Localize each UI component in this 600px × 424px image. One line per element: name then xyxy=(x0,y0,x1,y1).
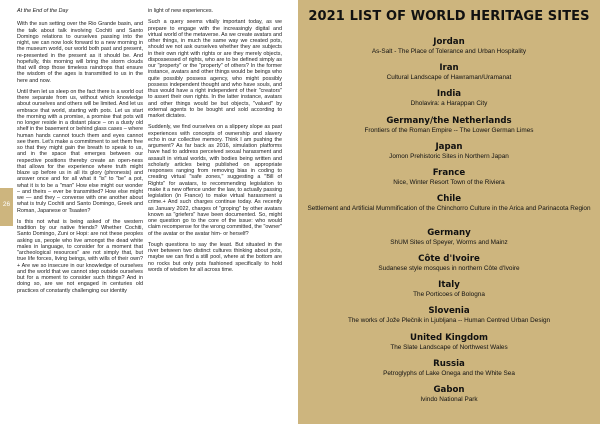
heritage-site-item xyxy=(298,359,600,385)
heritage-site-item xyxy=(298,168,600,194)
site-name: Nice, Winter Resort Town of the Riviera xyxy=(393,178,505,186)
heritage-sites-list xyxy=(298,37,600,411)
site-country: Iran xyxy=(439,63,459,74)
site-name: Jomon Prehistoric Sites in Northern Japan xyxy=(389,152,509,160)
site-name: Settlement and Artificial Mummification of the Chinchorro Culture in the Arica and Parinacota Region xyxy=(307,205,591,213)
article-paragraph: Is this not what is being asked of the western tradition by our native friends? Whether Cochiti, Santo Domingo, Zuni or Hopi: are not these peoples asking us, people who live amongst the dead white males in language, to consider for a moment that "archeological resources" are not simply that, but true life forces, living beings, with wills of their own?+ Are we so insecure in our knowledge of ourselves and the world that we cannot step outside ourselves but for a moment to consider such things? And in doing so, are we not engaged in centuries old practices of constantly challenging our identity xyxy=(17,218,143,294)
site-name: Frontiers of the Roman Empire -- The Lower German Limes xyxy=(364,126,534,134)
article-paragraph: in light of new experiences. xyxy=(148,8,214,14)
site-country: Jordan xyxy=(433,37,465,47)
site-name: ShUM Sites of Speyer, Worms and Mainz xyxy=(390,238,508,246)
heritage-list-title: 2021 LIST OF WORLD HERITAGE SITES xyxy=(308,9,590,24)
site-country: Gabon xyxy=(433,385,465,396)
article-column-left xyxy=(17,8,143,294)
heritage-site-item xyxy=(298,333,600,359)
site-name: Petroglyphs of Lake Onega and the White Sea xyxy=(383,369,515,377)
heritage-site-item xyxy=(298,385,600,411)
site-country: India xyxy=(436,89,462,100)
page-number: 26 xyxy=(2,201,11,208)
heritage-site-item xyxy=(298,280,600,306)
article-column-right xyxy=(148,8,282,273)
article-heading: At the End of the Day xyxy=(17,8,69,14)
site-country: Japan xyxy=(435,141,463,152)
heritage-site-item xyxy=(298,116,600,142)
heritage-site-item xyxy=(298,194,600,228)
site-name: The works of Jože Plečnik in Ljubljana -- Human Centred Urban Design xyxy=(347,317,551,325)
heritage-site-item xyxy=(298,37,600,63)
article-paragraph: Such a query seems vitally important today, as we prepare to engage with the increasingly digital and virtual world of the metaverse. As we create avatars and other things, in much the same way we created pots, should we not ask ourselves whether they are subjects in their own right with rights or are they merely objects, dispossessed of rights, who are to be defined simply as our "property" or the "property" of others? In the former instance, avatars and other things would be beings who quite possibly possess agency, who might possibly possess independent thought and who have souls, and thus would have a right independent of their "creators" to assert their own rights. In the latter instance, avatars and other things would be but objects, "valued" by external agents to be bought and sold according to market dictates. xyxy=(148,19,282,119)
site-country: Slovenia xyxy=(428,306,470,317)
heritage-site-item xyxy=(298,306,600,332)
site-country: Germany/the Netherlands xyxy=(386,115,512,126)
article-paragraph: Tough questions to say the least. But situated in the river between two distinct cultures thinking about pots, maybe we can find a still pool, where at the bottom are no rocks but only pots fashioned specifically to hold words of wisdom for all across time. xyxy=(148,241,282,273)
site-name: Cultural Landscape of Hawraman/Uramanat xyxy=(386,74,512,82)
heritage-site-item xyxy=(298,228,600,254)
site-name: As-Salt - The Place of Tolerance and Urban Hospitality xyxy=(371,48,527,55)
site-country: France xyxy=(432,167,466,178)
heritage-site-item xyxy=(298,63,600,89)
article-paragraph: Suddenly, we find ourselves on a slippery slope as past experiences with concepts of ownership and slavery echo in our collective memory. Think I am pushing the argument? As far back as 2016, simulation platforms have had to address perceived sexual harassment and assault in virtual worlds, with bodies being written and scholarly articles being published on appropriate responses ranging from removing bias in coding to creating virtual "safe zones," suggesting a "Bill of Rights" for avatars, to recommending legislation to make it a new offence under the law, to actually passing legislation (in France) to make virtual harassment a crime.+ And such charges continue today. As recently as January 2022, charges of "groping" by other avatars known as "griefers" have been documented. So, might one question go to the core of the issue: who would claim recompense for the wrong committed, the "owner" of the avatar or the avatar him- or herself? xyxy=(148,124,282,237)
heritage-sites-panel xyxy=(298,0,600,424)
site-country: Germany xyxy=(427,227,471,238)
site-name: Sudanese style mosques in northern Côte d'Ivoire xyxy=(378,265,520,273)
site-country: Russia xyxy=(433,358,465,369)
site-country: United Kingdom xyxy=(409,332,488,343)
site-country: Chile xyxy=(436,194,462,205)
article-paragraph: Until then let us sleep on the fact there is a world out there separate from us, without which knowledge about ourselves and others will be limited. And let us embrace that world, starting with pots. Let us start the morning with a promise, a promise that pots will no longer reside in a distant place – on a dusty old shelf in the basement or behind glass cases – where human hands cannot touch them and eyes cannot see them. Let's make a commitment to set them free so that they might gain the breath to speak to us, and in the space that emerges between our respective positions thereby create an open-ness that allows for the experience where truth might blaze up before us in all its glory (phronesis) and answer once and for all what it "is" to "be" a pot, what it is to be a "man" How else might our wonder – and theirs – ever be transmitted? How else might we — and they – converse with one another about what is truly Cochiti and Santo Domingo, Greek and Roman, Japanese or Tsaaten? xyxy=(17,88,143,214)
site-name: The Porticoes of Bologna xyxy=(413,291,485,299)
site-name: The Slate Landscape of Northwest Wales xyxy=(390,343,508,351)
heritage-site-item xyxy=(298,254,600,280)
article-paragraph: With the sun setting over the Rio Grande basin, and the talk about talk involving Cochiti and Santo Domingo relations to ourselves passing into the night, we can now look forward to a new morning in the museum world, our world both past and present, re-presented in the present as it should be. And hopefully, this morning will bring the storm clouds that will drop those timeless raindrops that ensure the wisdom of the ages is transmitted to us in the here and now. xyxy=(17,21,143,84)
site-country: Côte d'Ivoire xyxy=(418,254,480,265)
heritage-site-item xyxy=(298,89,600,115)
left-page xyxy=(0,0,290,424)
heritage-site-item xyxy=(298,142,600,168)
site-country: Italy xyxy=(438,280,460,291)
site-name: Ivindo National Park xyxy=(420,396,478,404)
site-name: Dholavira: a Harappan City xyxy=(410,100,488,108)
